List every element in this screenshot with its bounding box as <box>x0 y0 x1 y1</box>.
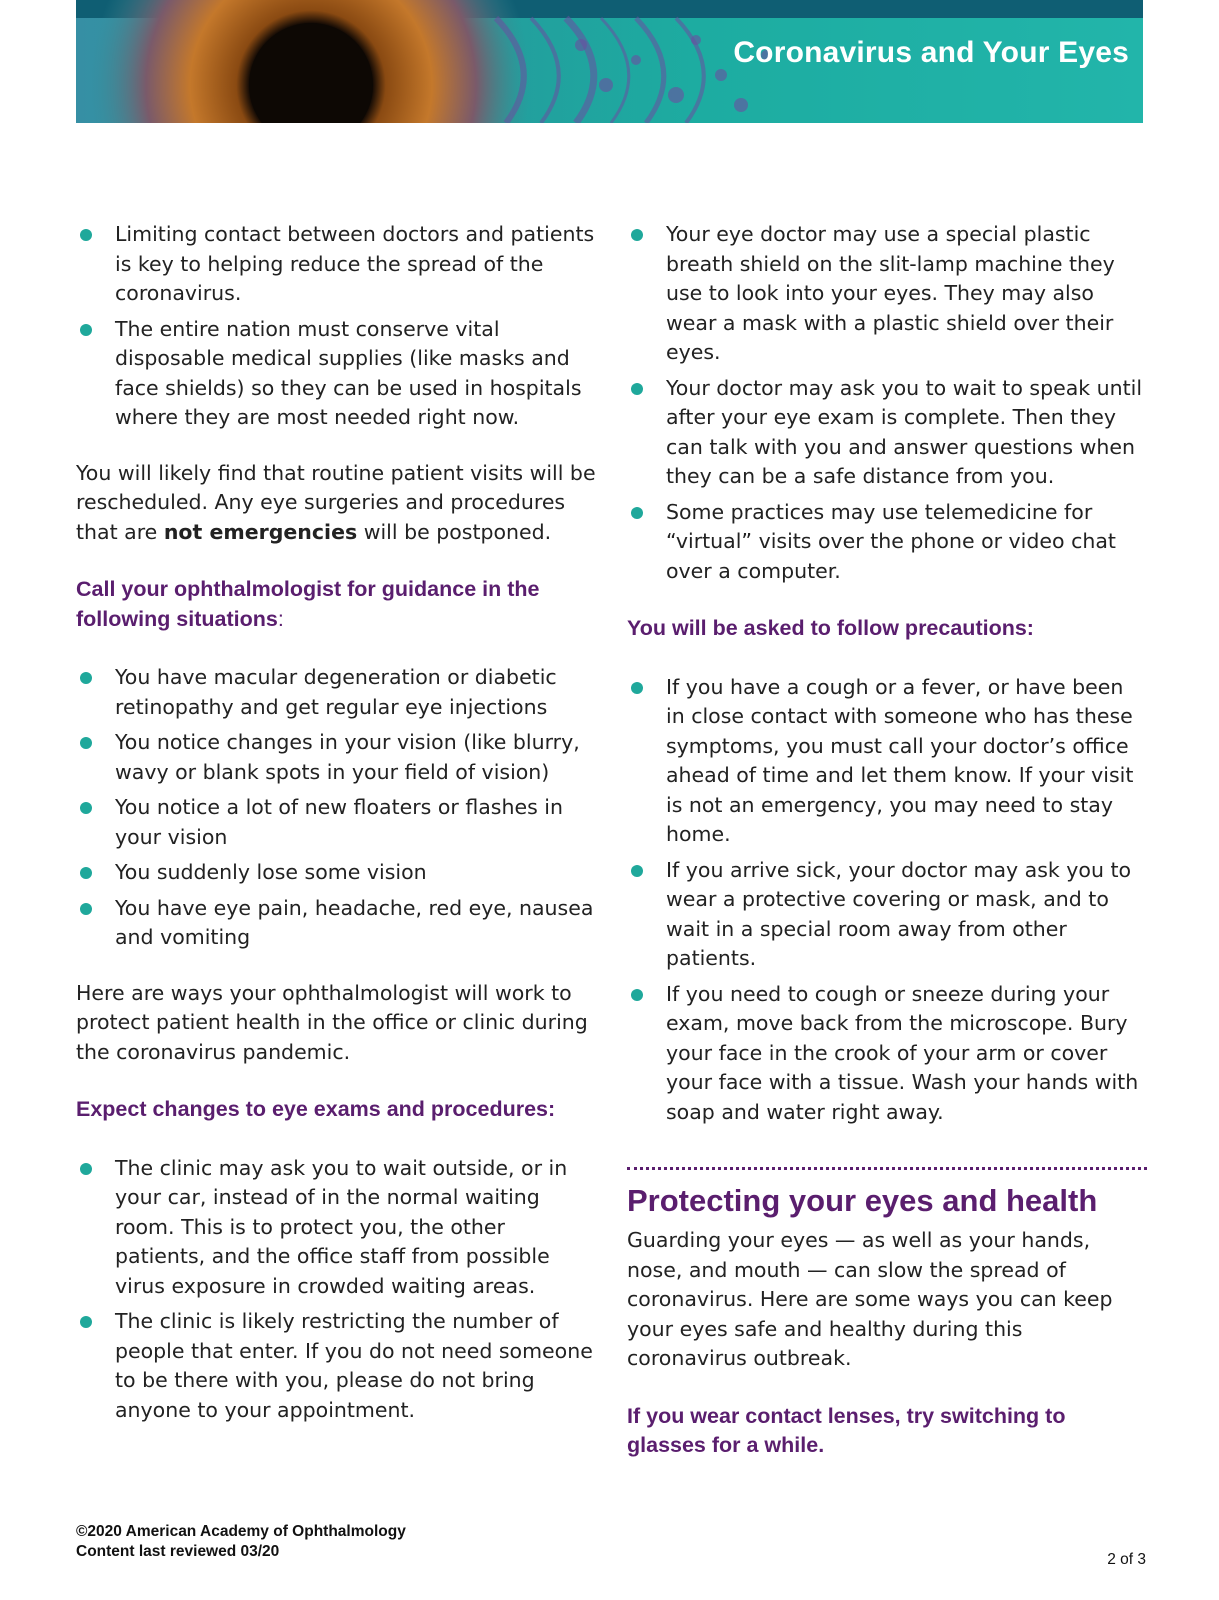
call-heading: Call your ophthalmologist for guidance in the following situations: <box>76 577 540 631</box>
bullet-icon <box>80 229 92 241</box>
list-item: The clinic is likely restricting the number of people that enter. If you do not need someone to be there with you, please do not bring anyone to your appointment. <box>76 1307 601 1425</box>
list-item: The entire nation must conserve vital disposable medical supplies (like masks and face shields) so they can be used in hospitals where they are most needed right now. <box>76 315 601 433</box>
list-item: If you have a cough or a fever, or have been in close contact with someone who has these symptoms, you must call your doctor’s office ahead of time and let them know. If your visit is not an emergency, you may need to stay home. <box>627 673 1147 850</box>
list-item: You suddenly lose some vision <box>76 858 601 888</box>
reschedule-paragraph: You will likely find that routine patient visits will be rescheduled. Any eye surgeries and procedures that are not emergencies will be postponed. <box>76 460 596 544</box>
bullet-icon <box>631 383 643 395</box>
bullet-icon <box>80 903 92 915</box>
contact-lens-heading: If you wear contact lenses, try switching to glasses for a while. <box>627 1403 1066 1457</box>
precautions-bullet-list <box>627 673 1147 1128</box>
bullet-icon <box>80 802 92 814</box>
bullet-icon <box>80 672 92 684</box>
bullet-icon <box>80 737 92 749</box>
list-item: Your doctor may ask you to wait to speak until after your eye exam is complete. Then they can talk with you and answer questions when they can be a safe distance from you. <box>627 374 1147 492</box>
list-item: If you need to cough or sneeze during your exam, move back from the microscope. Bury your face in the crook of your arm or cover your face with a tissue. Wash your hands with soap and water right away. <box>627 980 1147 1128</box>
list-item: Your eye doctor may use a special plastic breath shield on the slit-lamp machine they use to look into your eyes. They may also wear a mask with a plastic shield over their eyes. <box>627 220 1147 368</box>
bullet-icon <box>80 1163 92 1175</box>
list-item: If you arrive sick, your doctor may ask you to wear a protective covering or mask, and to wait in a special room away from other patients. <box>627 856 1147 974</box>
list-item: You notice a lot of new floaters or flashes in your vision <box>76 793 601 852</box>
exam-bullet-list <box>627 220 1147 586</box>
bullet-icon <box>631 989 643 1001</box>
bullet-icon <box>80 1316 92 1328</box>
footer <box>76 1522 406 1562</box>
bullet-icon <box>631 507 643 519</box>
bullet-icon <box>80 324 92 336</box>
intro-bullet-list <box>76 220 601 433</box>
page-title: Coronavirus and Your Eyes <box>733 36 1129 69</box>
list-item: Some practices may use telemedicine for “virtual” visits over the phone or video chat over a computer. <box>627 498 1147 587</box>
list-item: You have eye pain, headache, red eye, nausea and vomiting <box>76 894 601 953</box>
bullet-icon <box>80 867 92 879</box>
call-bullet-list <box>76 663 601 953</box>
expect-bullet-list <box>76 1154 601 1426</box>
guarding-paragraph: Guarding your eyes — as well as your hands, nose, and mouth — can slow the spread of coronavirus. Here are some ways you can keep your eyes safe and healthy during this coronavirus outbreak. <box>627 1228 1113 1370</box>
header-banner <box>76 0 1143 123</box>
section-divider <box>627 1167 1147 1170</box>
list-item: You have macular degeneration or diabetic retinopathy and get regular eye injections <box>76 663 601 722</box>
expect-heading: Expect changes to eye exams and procedures: <box>76 1097 556 1121</box>
copyright-text: ©2020 American Academy of Ophthalmology <box>76 1523 406 1540</box>
review-date-text: Content last reviewed 03/20 <box>76 1543 280 1560</box>
left-column <box>76 220 601 1431</box>
bullet-icon <box>631 229 643 241</box>
protect-paragraph: Here are ways your ophthalmologist will work to protect patient health in the office or clinic during the coronavirus pandemic. <box>76 980 588 1064</box>
bullet-icon <box>631 865 643 877</box>
precautions-heading: You will be asked to follow precautions: <box>627 616 1034 640</box>
page-number: 2 of 3 <box>1107 1551 1146 1568</box>
list-item: Limiting contact between doctors and patients is key to helping reduce the spread of the coronavirus. <box>76 220 601 309</box>
section-title: Protecting your eyes and health <box>627 1183 1098 1218</box>
right-column <box>627 220 1147 1461</box>
bullet-icon <box>631 682 643 694</box>
list-item: The clinic may ask you to wait outside, or in your car, instead of in the normal waiting room. This is to protect you, the other patients, and the office staff from possible virus exposure in crowded waiting areas. <box>76 1154 601 1302</box>
list-item: You notice changes in your vision (like blurry, wavy or blank spots in your field of vision) <box>76 728 601 787</box>
